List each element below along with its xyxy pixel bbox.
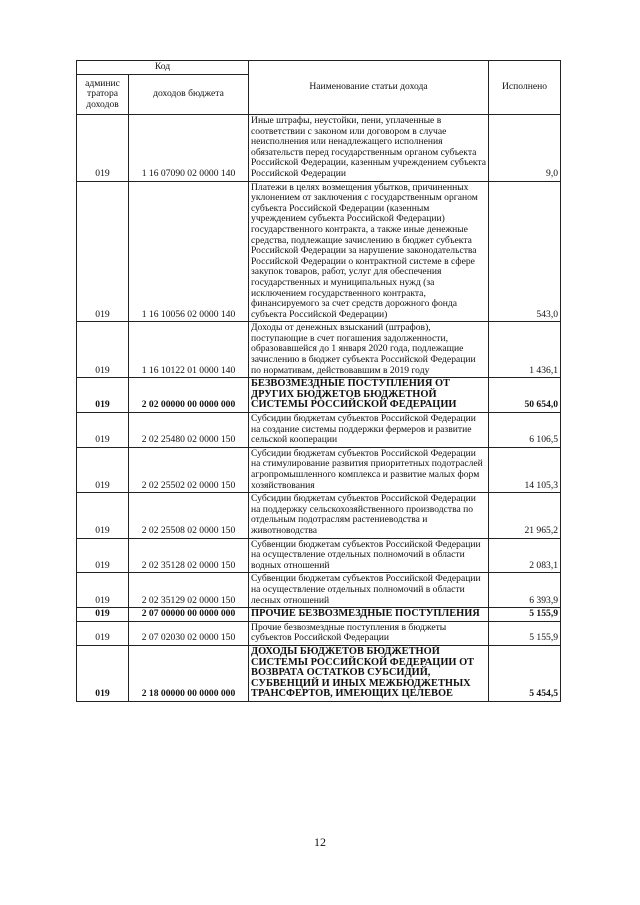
cell-admin: 019 [77,413,129,448]
cell-name: Доходы от денежных взысканий (штрафов), поступающие в счет погашения задолженности, образовавшейся до 1 января 2020 года, подлежащие зачислению в бюджет субъекта Российской Федерации по нормативам, действовавшим в 2019 году [249,322,489,378]
cell-admin: 019 [77,447,129,492]
cell-code: 2 07 00000 00 0000 000 [129,608,249,622]
cell-name: Субсидии бюджетам субъектов Российской Федерации на создание системы поддержки фермеров и развитие сельской кооперации [249,413,489,448]
table-row [77,447,561,492]
cell-code: 2 02 35128 02 0000 150 [129,538,249,573]
cell-name: Иные штрафы, неустойки, пени, уплаченные в соответствии с законом или договором в случае неисполнения или ненадлежащего исполнения обязательств перед государственным органом субъекта Российской Федерации, казенным учреждением субъекта Российской Федерации [249,115,489,182]
table-row [77,322,561,378]
cell-name: Субвенции бюджетам субъектов Российской Федерации на осуществление отдельных полномочий в области лесных отношений [249,573,489,608]
cell-code: 1 16 10056 02 0000 140 [129,181,249,322]
cell-name: ДОХОДЫ БЮДЖЕТОВ БЮДЖЕТНОЙ СИСТЕМЫ РОССИЙСКОЙ ФЕДЕРАЦИИ ОТ ВОЗВРАТА ОСТАТКОВ СУБСИДИЙ, СУБВЕНЦИЙ И ИНЫХ МЕЖБЮДЖЕТНЫХ ТРАНСФЕРТОВ, ИМЕЮЩИХ ЦЕЛЕВОЕ [249,645,489,701]
cell-name: Субсидии бюджетам субъектов Российской Федерации на поддержку сельскохозяйственного производства по отдельным подотраслям растениеводства и животноводства [249,493,489,538]
cell-code: 2 02 00000 00 0000 000 [129,378,249,413]
cell-code: 2 07 02030 02 0000 150 [129,621,249,645]
cell-code: 2 02 25508 02 0000 150 [129,493,249,538]
table-row [77,645,561,701]
cell-admin: 019 [77,181,129,322]
table-row [77,493,561,538]
table-row [77,621,561,645]
table-row [77,413,561,448]
table-row [77,115,561,182]
cell-amount: 2 083,1 [489,538,561,573]
cell-name: Прочие безвозмездные поступления в бюджеты субъектов Российской Федерации [249,621,489,645]
cell-amount: 6 393,9 [489,573,561,608]
table-header [77,61,561,115]
cell-name: Платежи в целях возмещения убытков, причиненных уклонением от заключения с государственным органом субъекта Российской Федерации (казенным учреждением субъекта Российской Федерации) государственного контракта, а также иные денежные средства, подлежащие зачислению в бюджет субъекта Российской Федерации за нарушение законодательства Российской Федерации о контрактной системе в сфере закупок товаров, работ, услуг для обеспечения государственных и муниципальных нужд (за исключением государственного контракта, финансируемого за счет средств дорожного фонда субъекта Российской Федерации) [249,181,489,322]
cell-amount: 14 105,3 [489,447,561,492]
cell-name: Субвенции бюджетам субъектов Российской Федерации на осуществление отдельных полномочий в области водных отношений [249,538,489,573]
cell-code: 2 02 35129 02 0000 150 [129,573,249,608]
table-row [77,181,561,322]
cell-name: БЕЗВОЗМЕЗДНЫЕ ПОСТУПЛЕНИЯ ОТ ДРУГИХ БЮДЖЕТОВ БЮДЖЕТНОЙ СИСТЕМЫ РОССИЙСКОЙ ФЕДЕРАЦИИ [249,378,489,413]
table-row [77,378,561,413]
cell-amount: 1 436,1 [489,322,561,378]
table-row [77,538,561,573]
cell-code: 1 16 07090 02 0000 140 [129,115,249,182]
cell-amount: 6 106,5 [489,413,561,448]
cell-amount: 21 965,2 [489,493,561,538]
cell-name: Субсидии бюджетам субъектов Российской Федерации на стимулирование развития приоритетных подотраслей агропромышленного комплекса и развитие малых форм хозяйствования [249,447,489,492]
table-row [77,608,561,622]
cell-amount: 9,0 [489,115,561,182]
cell-admin: 019 [77,621,129,645]
table-body [77,115,561,702]
cell-amount: 5 454,5 [489,645,561,701]
page-number: 12 [314,835,326,849]
cell-admin: 019 [77,493,129,538]
header-kod: Код [77,61,249,75]
cell-code: 2 18 00000 00 0000 000 [129,645,249,701]
cell-admin: 019 [77,322,129,378]
header-income-code: доходов бюджета [129,75,249,115]
budget-sheet [76,60,560,702]
cell-amount: 5 155,9 [489,621,561,645]
revenue-table [76,60,561,702]
header-admin: админис тратора доходов [77,75,129,115]
header-name: Наименование статьи дохода [249,61,489,115]
table-row [77,573,561,608]
cell-admin: 019 [77,378,129,413]
cell-amount: 543,0 [489,181,561,322]
header-done: Исполнено [489,61,561,115]
cell-amount: 50 654,0 [489,378,561,413]
cell-code: 2 02 25480 02 0000 150 [129,413,249,448]
cell-admin: 019 [77,573,129,608]
cell-admin: 019 [77,115,129,182]
cell-amount: 5 155,9 [489,608,561,622]
cell-admin: 019 [77,645,129,701]
cell-admin: 019 [77,538,129,573]
cell-code: 1 16 10122 01 0000 140 [129,322,249,378]
cell-name: ПРОЧИЕ БЕЗВОЗМЕЗДНЫЕ ПОСТУПЛЕНИЯ [249,608,489,622]
cell-admin: 019 [77,608,129,622]
cell-code: 2 02 25502 02 0000 150 [129,447,249,492]
